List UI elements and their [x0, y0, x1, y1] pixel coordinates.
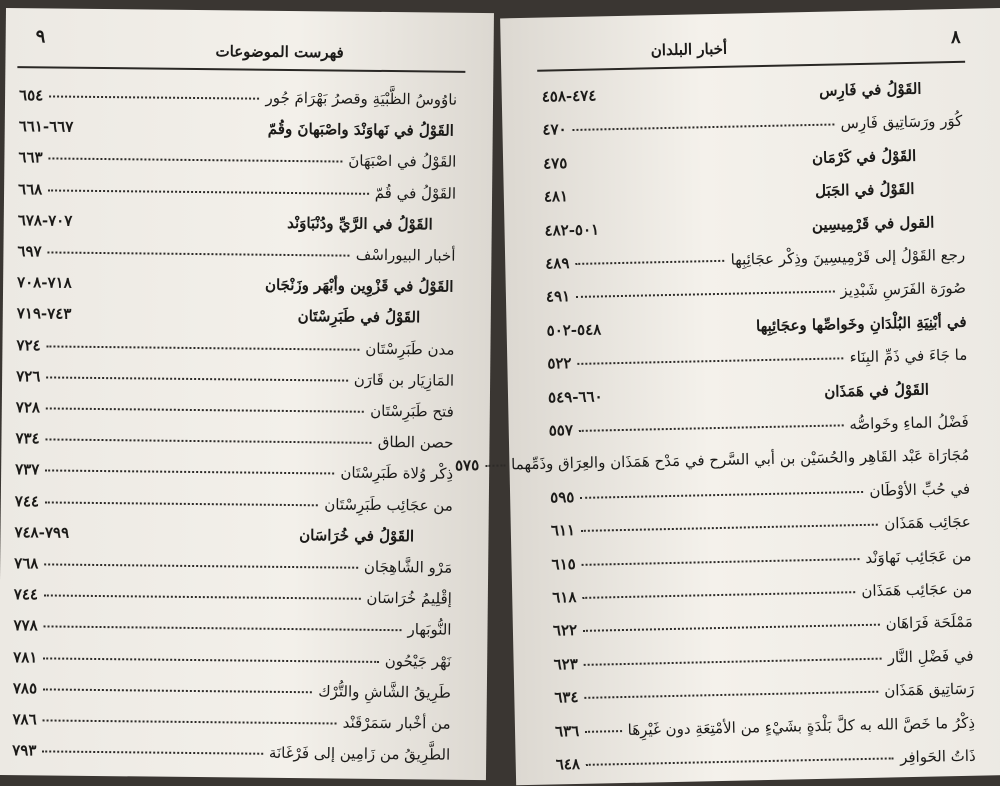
entry-title: كُوَر ورَسَاتِيق فَارِس — [840, 112, 963, 133]
dot-leader — [45, 470, 334, 475]
page-ref: ٦٣٤ — [554, 688, 579, 707]
header-rule — [17, 66, 465, 73]
toc-entry — [13, 679, 451, 702]
dot-leader — [581, 524, 878, 532]
toc-entry — [16, 398, 454, 421]
toc-entry — [547, 346, 967, 373]
page-ref: ٥٠١-٤٨٢ — [544, 220, 600, 240]
dot-leader — [43, 688, 312, 693]
dot-leader — [44, 563, 358, 568]
entry-title: مَمْلَحَة فَرَاهَان — [885, 613, 974, 633]
dot-leader — [485, 465, 505, 467]
page-ref: ٦٢٣ — [553, 654, 579, 674]
toc-entry — [546, 279, 966, 306]
dot-leader — [45, 501, 318, 506]
entry-title: ذَاتُ الحَوافِر — [899, 746, 976, 767]
toc-entry — [16, 367, 454, 390]
entry-title: من أخْبار سَمَرْقَنْد — [342, 713, 451, 733]
dot-leader — [48, 189, 368, 194]
spacer — [599, 230, 782, 234]
dot-leader — [582, 591, 855, 599]
entry-title: رجع القَوْلُ إلى قَرْمِيسِينَ وذِكْر عجَائِبِها — [730, 245, 966, 269]
dot-leader — [42, 751, 263, 755]
page-ref: ٦١٥ — [551, 554, 576, 574]
toc-section-heading — [544, 179, 964, 206]
page-ref: ٦١٨ — [552, 588, 577, 607]
toc-section-heading — [544, 212, 964, 239]
entry-title: من عجَائِب هَمَذَان — [861, 579, 973, 601]
dot-leader — [582, 558, 860, 566]
page-ref: ٧٨٦ — [12, 710, 37, 729]
entry-title: أخبار البيوراسْف — [355, 245, 456, 265]
dot-leader — [46, 439, 372, 444]
spacer — [601, 331, 756, 334]
dot-leader — [575, 260, 724, 265]
page-ref: ٧٩٣ — [12, 741, 37, 760]
entry-title: ذِكْرُ ما خَصَّ الله به كلَّ بَلْدَةٍ بشَيْءٍ من الأمْتِعَةِ دون غَيْرِهَا — [627, 713, 976, 739]
entry-title: القَوْلُ في هَمَذَان — [824, 380, 930, 401]
spacer — [596, 97, 779, 101]
dot-leader — [583, 624, 880, 632]
page-ref: ٤٧٥ — [542, 153, 568, 173]
toc-entry — [15, 492, 453, 515]
toc-entry — [12, 741, 450, 764]
dot-leader — [48, 251, 350, 256]
entry-title: النُّوبَهار — [407, 620, 452, 640]
page-ref: ٧٣٧ — [15, 460, 40, 479]
spacer — [72, 226, 264, 228]
page-ref: ٦٦٧-٦٦١ — [18, 117, 74, 136]
spacer — [567, 164, 765, 168]
entry-title: نَهْر جَيْحُون — [384, 651, 452, 671]
entry-title: فتح طَبَرِسْتَان — [370, 401, 454, 421]
toc-entry — [542, 112, 962, 139]
dot-leader — [576, 291, 834, 298]
dot-leader — [585, 730, 622, 733]
toc-entry — [549, 413, 969, 440]
entry-title: فَضْلُ الماءِ وخَواصُّه — [849, 412, 969, 434]
entry-title: ذِكْر وُلاة طَبَرِسْتَان — [340, 463, 454, 484]
page-ref: ٧٧٨ — [13, 616, 38, 635]
toc-entry — [18, 180, 456, 203]
entry-title: القَوْلُ في الجَبَل — [814, 180, 915, 201]
entry-title: القَوْلُ في الرَّيِّ ودُنْبَاوَنْد — [287, 213, 433, 234]
dot-leader — [573, 124, 835, 131]
dot-leader — [44, 626, 402, 632]
page-ref: ٦٦٠-٥٤٩ — [547, 387, 603, 407]
page-number: ٩ — [35, 26, 46, 48]
toc-section-heading — [546, 313, 966, 340]
toc-entry — [13, 648, 451, 671]
entry-title: في حُبِّ الأوْطَان — [869, 479, 971, 500]
page-ref: ٦١١ — [550, 521, 576, 540]
page-ref: ٤٧٠ — [542, 120, 567, 139]
toc-entry — [14, 585, 452, 608]
entry-title: القَوْلُ في كَرْمَان — [811, 146, 917, 167]
entry-title: طَرِيقُ الشَّاشِ والتُّرْك — [318, 682, 451, 702]
page-ref: ٤٨١ — [543, 187, 569, 206]
toc-entry — [552, 580, 972, 607]
page-ref: ٥٧٥ — [454, 456, 480, 475]
page-ref: ٧٠٧-٦٧٨ — [17, 210, 73, 230]
toc-section-heading — [17, 273, 455, 296]
running-title: فهرست الموضوعات — [215, 42, 344, 62]
dot-leader — [580, 491, 863, 499]
entry-title: رَسَاتِيق هَمَذَان — [884, 679, 975, 700]
toc-entry — [555, 713, 975, 740]
entry-title: من عجَائِب طَبَرِسْتَان — [324, 494, 453, 515]
page-ref: ٥٩٥ — [549, 487, 575, 507]
page-ref: ٧١٨-٧٠٨ — [17, 273, 72, 292]
dot-leader — [579, 424, 843, 432]
entry-title: إقْلِيمُ خُرَاسَان — [366, 588, 452, 608]
toc-entry — [16, 336, 454, 359]
toc-entry — [545, 246, 965, 273]
page-ref: ٤٨٩ — [545, 254, 570, 273]
toc-section-heading — [543, 146, 963, 173]
toc-entry — [553, 613, 973, 640]
entry-title: عجَائِب هَمَذَان — [884, 512, 971, 533]
toc-entry — [18, 149, 456, 172]
entry-title: القول في قَرْمِيسِين — [811, 213, 935, 234]
dot-leader — [47, 345, 360, 350]
entry-title: في أبْنِيَةِ البُلْدَانِ وخَواصِّها وعجَائِبِها — [755, 312, 967, 335]
toc-section-heading — [548, 379, 968, 406]
dot-leader — [49, 158, 343, 163]
entry-title: القَوْلُ في قُمّ — [374, 183, 457, 203]
dot-leader — [44, 595, 360, 600]
entry-title: الطَّرِيقُ من زَامِين إلى فَرْغَانَة — [268, 743, 451, 764]
dot-leader — [585, 691, 879, 699]
entry-title: القَوْلُ في خُرَاسَان — [299, 525, 415, 546]
page-ref: ٦٤٨ — [555, 754, 581, 774]
page-ref: ٤٩١ — [545, 287, 571, 306]
spacer — [568, 197, 766, 201]
dot-leader — [578, 358, 844, 366]
dot-leader — [584, 657, 882, 665]
page-ref: ٧٣٤ — [15, 429, 40, 448]
page-ref: ٥٢٢ — [547, 354, 572, 373]
page-ref: ٦٢٢ — [552, 621, 578, 640]
entry-title: ما جَاءَ في ذَمِّ البِنَاء — [849, 345, 968, 367]
right-page — [454, 8, 1000, 785]
entry-title: مدن طَبَرِسْتَان — [365, 339, 455, 359]
entry-title: من عَجَائِب نَهاوَنْد — [865, 546, 972, 567]
entry-title: صُورَة الفَرَسِ شَبْدِيز — [840, 279, 967, 300]
toc-entry — [554, 680, 974, 707]
page-ref: ٥٤٨-٥٠٢ — [546, 320, 602, 340]
toc-entry — [556, 747, 976, 774]
header-rule — [537, 61, 965, 72]
page-ref: ٦٦٣ — [18, 148, 43, 167]
page-ref: ٦٣٦ — [554, 721, 580, 741]
toc-entry — [14, 554, 452, 577]
entry-title: القَوْلُ في نَهاوَنْدَ واصْبَهانَ وقُمّ — [267, 119, 455, 140]
entry-title: القَوْلُ في طَبَرِسْتَان — [297, 307, 421, 327]
page-ref: ٦٥٤ — [18, 86, 44, 105]
toc-entry — [12, 710, 450, 733]
entry-title: القَوْلُ في قَزْوِين وأبْهَر وزَنْجَان — [264, 275, 454, 296]
left-page — [0, 8, 494, 780]
page-ref: ٧٢٤ — [16, 335, 41, 354]
page-ref: ٧٤٤ — [13, 585, 39, 604]
page-ref: ٦٦٨ — [18, 179, 43, 198]
page-ref: ٤٧٤-٤٥٨ — [541, 86, 597, 106]
page-ref: ٧٨١ — [13, 647, 38, 666]
toc-entry — [550, 480, 970, 507]
dot-leader — [43, 657, 378, 663]
page-ref: ٧٩٩-٧٤٨ — [14, 522, 70, 542]
page-ref: ٦٩٧ — [17, 242, 42, 261]
toc-entry — [13, 617, 451, 640]
toc-entry — [17, 242, 455, 265]
toc-section-heading — [14, 523, 452, 546]
dot-leader — [43, 719, 337, 724]
page-ref: ٧٤٤ — [14, 491, 40, 510]
toc-entry — [15, 461, 453, 484]
entry-title: مَرْو الشَّاهِجَان — [363, 557, 453, 577]
spacer — [603, 397, 786, 401]
toc-entry — [551, 546, 971, 573]
dot-leader — [586, 757, 894, 765]
spacer — [69, 537, 261, 539]
dot-leader — [49, 95, 259, 99]
dot-leader — [46, 407, 364, 412]
page-ref: ٥٥٧ — [548, 421, 574, 440]
spacer — [72, 288, 264, 290]
page-ref: ٧٦٨ — [14, 554, 39, 573]
running-title: أخبار البلدان — [650, 39, 728, 60]
entry-title: القَوْلُ في فَارِس — [818, 79, 922, 100]
toc-section-heading — [542, 79, 962, 106]
toc-entry — [454, 446, 970, 475]
toc-section-heading — [17, 305, 455, 328]
toc-section-heading — [19, 117, 457, 140]
page-ref: ٧٢٦ — [16, 366, 41, 386]
toc-entry — [19, 86, 457, 109]
page-ref: ٧٨٥ — [12, 678, 38, 698]
entry-title: القَوْلُ في اصْبَهَانَ — [348, 151, 457, 172]
entry-title: مُجَارَاة عَبْد القَاهِر والحُسَيْن بن أبي السَّرح في مَدْح هَمَذَان والعِرَاق وذَمِّهما — [511, 446, 970, 474]
page-ref: ٧٢٨ — [15, 398, 41, 417]
entry-title: ناوُوسُ الظَّبْيَةِ وقصرُ بَهْرَامَ جُور — [265, 88, 458, 109]
spacer — [71, 319, 263, 321]
entry-title: المَازِيَار بن قَارَن — [353, 370, 455, 390]
toc-entry — [553, 646, 973, 673]
entry-title: حصن الطاق — [377, 433, 454, 452]
toc-entry — [15, 429, 453, 452]
page-number: ٨ — [950, 26, 961, 49]
spacer — [73, 132, 265, 134]
entry-title: في فَضْلِ النَّار — [887, 646, 974, 667]
dot-leader — [46, 376, 347, 381]
toc-entry — [551, 513, 971, 540]
page-ref: ٧٤٣-٧١٩ — [16, 304, 72, 324]
toc-section-heading — [18, 211, 456, 234]
